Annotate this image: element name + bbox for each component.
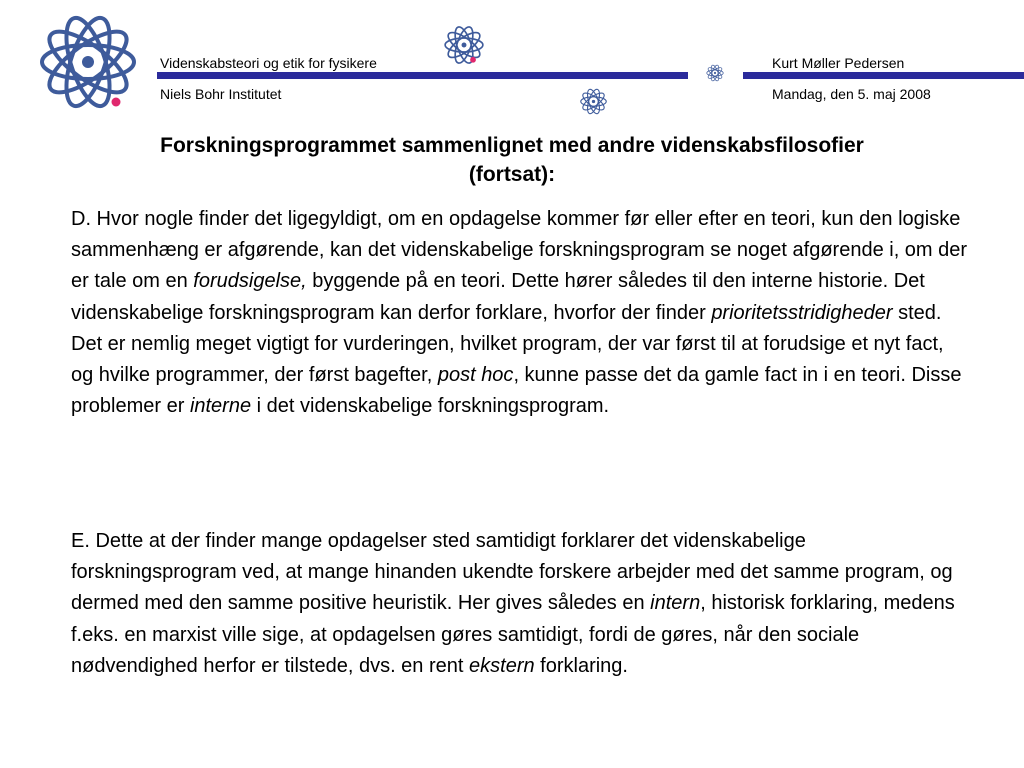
- para-d-text-3: sted. Det er nemlig meget vigtigt for vurderingen, hvilket program, der var først til at forudsige et nyt fact, og hvilke programmer, der først bagefter,: [71, 301, 944, 387]
- small-atom-icon: [441, 22, 487, 68]
- para-d-text-2: byggende på en teori. Dette hører således til den interne historie. Det videnskabelige forskningsprogram kan derfor forklare, hvorfor der finder: [71, 270, 925, 324]
- para-e-italic-2: ekstern: [469, 654, 535, 677]
- institute-name: Niels Bohr Institutet: [160, 86, 282, 102]
- para-d-italic-4: interne: [189, 395, 252, 418]
- tiny-atom-icon: [705, 63, 725, 83]
- slide-title: [40, 131, 984, 189]
- para-e-text-3: forklaring.: [534, 654, 628, 677]
- paragraph-d: [71, 204, 971, 422]
- para-e-italic-1: intern: [650, 592, 701, 615]
- para-e-text-2: , historisk forklaring, medens f.eks. en marxist ville sige, at opdagelsen gøres samtidigt, fordi de gøres, når den sociale nødvendighed herfor er tilstede, dvs. en rent: [71, 592, 955, 677]
- para-d-text-4: , kunne passe det da gamle fact in i en teori. Disse problemer er: [71, 364, 962, 418]
- para-e-text-1: E. Dette at der finder mange opdagelser sted samtidigt forklarer det videnskabelige forskningsprogram ved, at mange hinanden ukendte forskere arbejder med det samme program, og dermed med den samme positive heuristik. Her gives således en: [71, 530, 953, 615]
- slide-date: Mandag, den 5. maj 2008: [772, 86, 931, 102]
- header-bar-right: [743, 72, 1024, 79]
- para-d-text-1: D. Hvor nogle finder det ligegyldigt, om en opdagelse kommer før eller efter en teori, kun den logiske sammenhæng er afgørende, kan det videnskabelige forskningsprogram se noget afgørende i, om der er tale om en: [71, 208, 968, 293]
- para-d-italic-1: forudsigelse,: [193, 270, 307, 293]
- para-d-italic-2: prioritetsstridigheder: [711, 301, 893, 324]
- small-atom-icon-lower: [578, 86, 609, 117]
- para-d-text-5: i det videnskabelige forskningsprogram.: [251, 395, 610, 418]
- para-d-italic-3: post hoc: [437, 364, 514, 387]
- course-title: Videnskabsteori og etik for fysikere: [160, 55, 377, 71]
- header-bar-left: [157, 72, 688, 79]
- paragraph-e: [71, 526, 971, 682]
- author-name: Kurt Møller Pedersen: [772, 55, 905, 71]
- title-line-2: (fortsat):: [468, 163, 556, 186]
- atom-logo-icon: [26, 4, 150, 120]
- title-line-1: Forskningsprogrammet sammenlignet med andre videnskabsfilosofier: [160, 134, 864, 157]
